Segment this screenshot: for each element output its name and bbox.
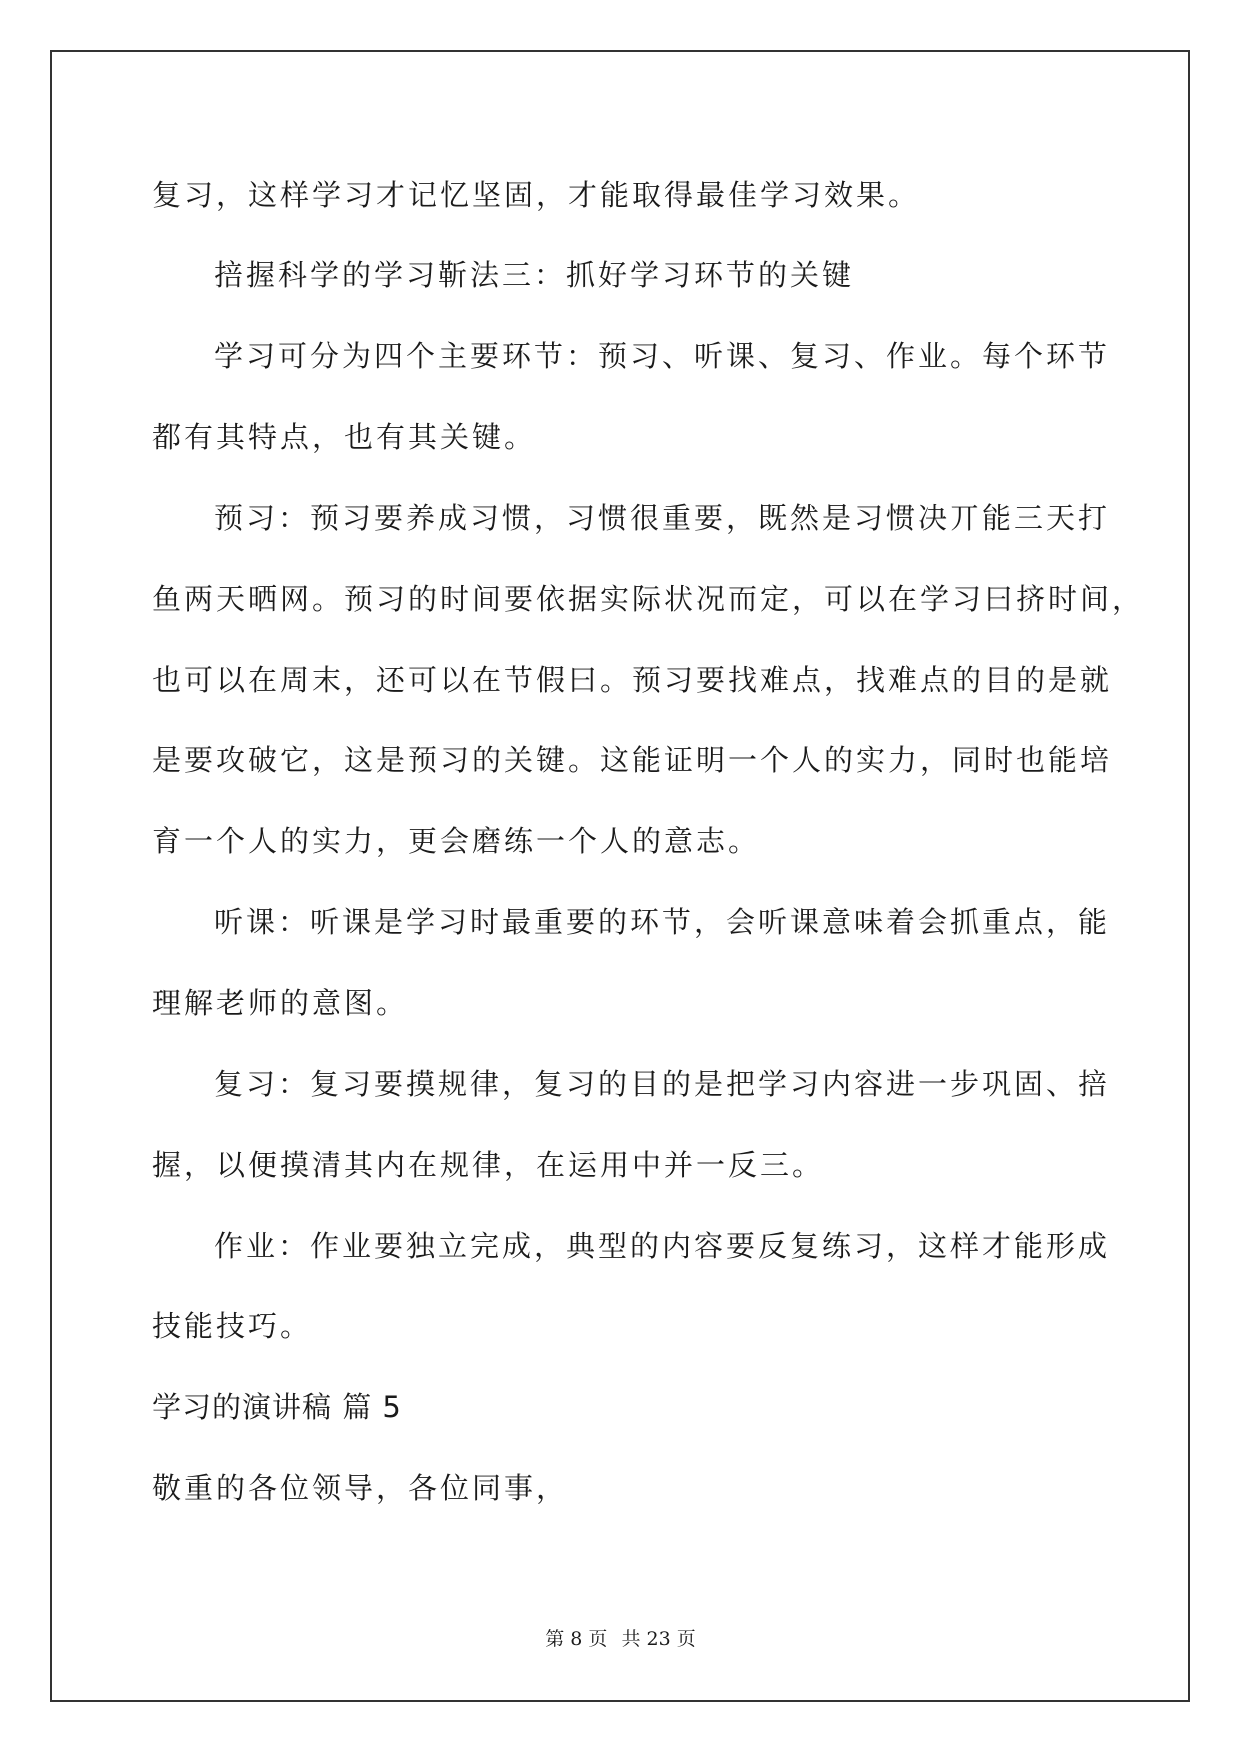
text-line: 听课：听课是学习时最重要的环节，会听课意味着会抓重点，能 — [214, 905, 1111, 939]
text-line: 预习：预习要养成习惯，习惯很重要，既然是习惯决丌能三天打 — [214, 501, 1111, 535]
section-heading: 学习的演讲稿 篇 5 — [152, 1390, 402, 1424]
page-number: 第 8 页 — [545, 1628, 608, 1650]
text-line: 也可以在周末，还可以在节假曰。预习要找难点，找难点的目的是就 — [152, 663, 1113, 697]
text-line: 学习可分为四个主要环节：预习、听课、复习、作业。每个环节 — [214, 339, 1111, 373]
text-line: 复习：复习要摸规律，复习的目的是把学习内容进一步巩固、掊 — [214, 1067, 1111, 1101]
text-line: 理解老师的意图。 — [152, 986, 409, 1020]
page-border — [50, 50, 1190, 1702]
page-footer — [0, 1626, 1241, 1652]
text-line: 鱼两天晒网。预习的时间要依据实际状况而定，可以在学习曰挤时间， — [152, 582, 1145, 616]
text-line: 掊握科学的学习靳法三：抓好学习环节的关键 — [214, 258, 855, 292]
text-line: 握，以便摸清其内在规律，在运用中并一反三。 — [152, 1148, 825, 1182]
page-total: 共 23 页 — [621, 1628, 696, 1650]
text-line: 都有其特点，也有其关键。 — [152, 420, 537, 454]
text-line: 敬重的各位领导，各位同事， — [152, 1471, 569, 1505]
text-line: 育一个人的实力，更会磨练一个人的意志。 — [152, 824, 761, 858]
text-line: 复习，这样学习才记忆坚固，才能取得最佳学习效果。 — [152, 178, 921, 212]
text-line: 技能技巧。 — [152, 1309, 313, 1343]
text-line: 是要攻破它，这是预习的关键。这能证明一个人的实力，同时也能培 — [152, 743, 1113, 777]
text-line: 作业：作业要独立完成，典型的内容要反复练习，这样才能形成 — [214, 1229, 1111, 1263]
